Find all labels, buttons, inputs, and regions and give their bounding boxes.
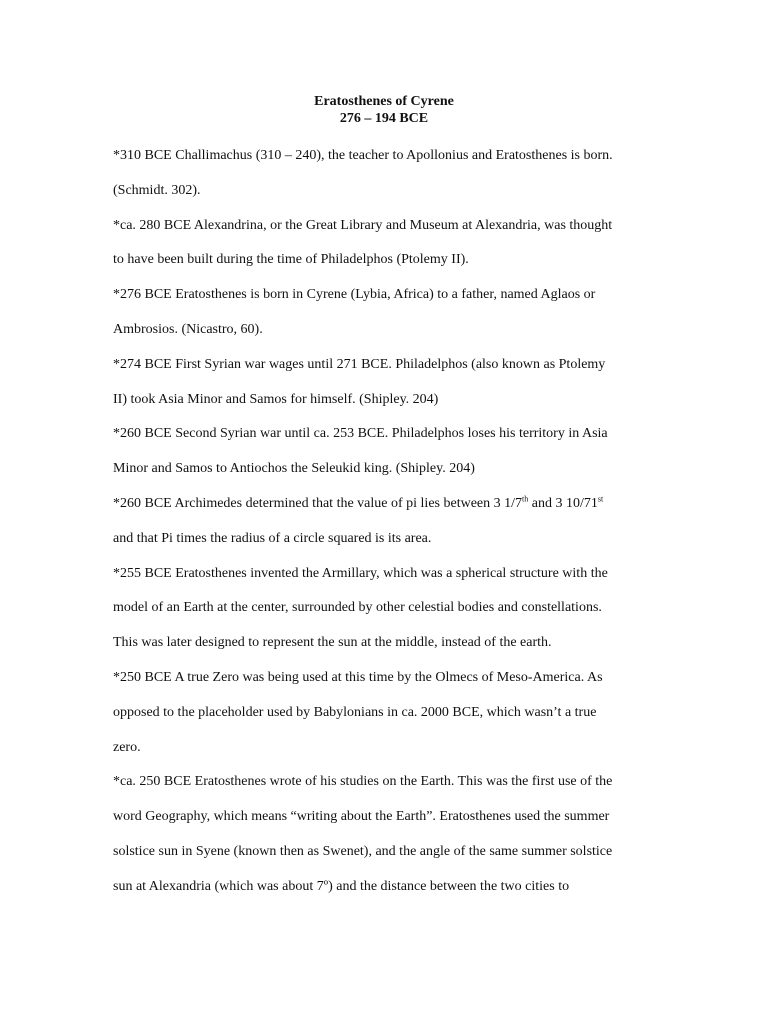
text-line: opposed to the placeholder used by Babylonians in ca. 2000 BCE, which wasn’t a true <box>113 704 597 720</box>
text-line: *255 BCE Eratosthenes invented the Armillary, which was a spherical structure with the <box>113 565 608 581</box>
pi-line-middle: and 3 10/71 <box>528 495 598 511</box>
text-line: II) took Asia Minor and Samos for himself. (Shipley. 204) <box>113 391 439 407</box>
superscript-th: th <box>522 494 529 504</box>
text-line: model of an Earth at the center, surrounded by other celestial bodies and constellations. <box>113 600 602 616</box>
text-line: *260 BCE Second Syrian war until ca. 253 BCE. Philadelphos loses his territory in Asia <box>113 426 608 442</box>
title-block <box>0 93 768 127</box>
text-line: This was later designed to represent the sun at the middle, instead of the earth. <box>113 635 552 651</box>
text-line: word Geography, which means “writing about the Earth”. Eratosthenes used the summer <box>113 809 610 825</box>
text-line: zero. <box>113 739 141 755</box>
text-line: sun at Alexandria (which was about 7º) and the distance between the two cities to <box>113 878 570 894</box>
text-line: solstice sun in Syene (known then as Swenet), and the angle of the same summer solstice <box>113 843 613 859</box>
text-line: *250 BCE A true Zero was being used at this time by the Olmecs of Meso-America. As <box>113 669 603 685</box>
text-line: *310 BCE Challimachus (310 – 240), the teacher to Apollonius and Eratosthenes is born. <box>113 148 613 163</box>
text-line: to have been built during the time of Philadelphos (Ptolemy II). <box>113 252 469 268</box>
text-line: *ca. 250 BCE Eratosthenes wrote of his studies on the Earth. This was the first use of the <box>113 774 613 790</box>
document-subtitle: 276 – 194 BCE <box>339 111 429 126</box>
text-line: Minor and Samos to Antiochos the Seleukid king. (Shipley. 204) <box>113 461 475 477</box>
document-body <box>113 139 658 905</box>
superscript-st: st <box>597 494 604 504</box>
document-title: Eratosthenes of Cyrene <box>314 94 454 109</box>
text-line: *276 BCE Eratosthenes is born in Cyrene (Lybia, Africa) to a father, named Aglaos or <box>113 287 596 303</box>
text-line: *274 BCE First Syrian war wages until 271 BCE. Philadelphos (also known as Ptolemy <box>113 356 606 372</box>
text-line: and that Pi times the radius of a circle squared is its area. <box>113 530 432 546</box>
pi-line-start: *260 BCE Archimedes determined that the value of pi lies between 3 1/7 <box>113 495 523 511</box>
pi-line <box>113 487 658 522</box>
text-line: (Schmidt. 302). <box>113 182 201 198</box>
text-line: Ambrosios. (Nicastro, 60). <box>113 321 263 337</box>
text-line: *ca. 280 BCE Alexandrina, or the Great Library and Museum at Alexandria, was thought <box>113 217 613 233</box>
